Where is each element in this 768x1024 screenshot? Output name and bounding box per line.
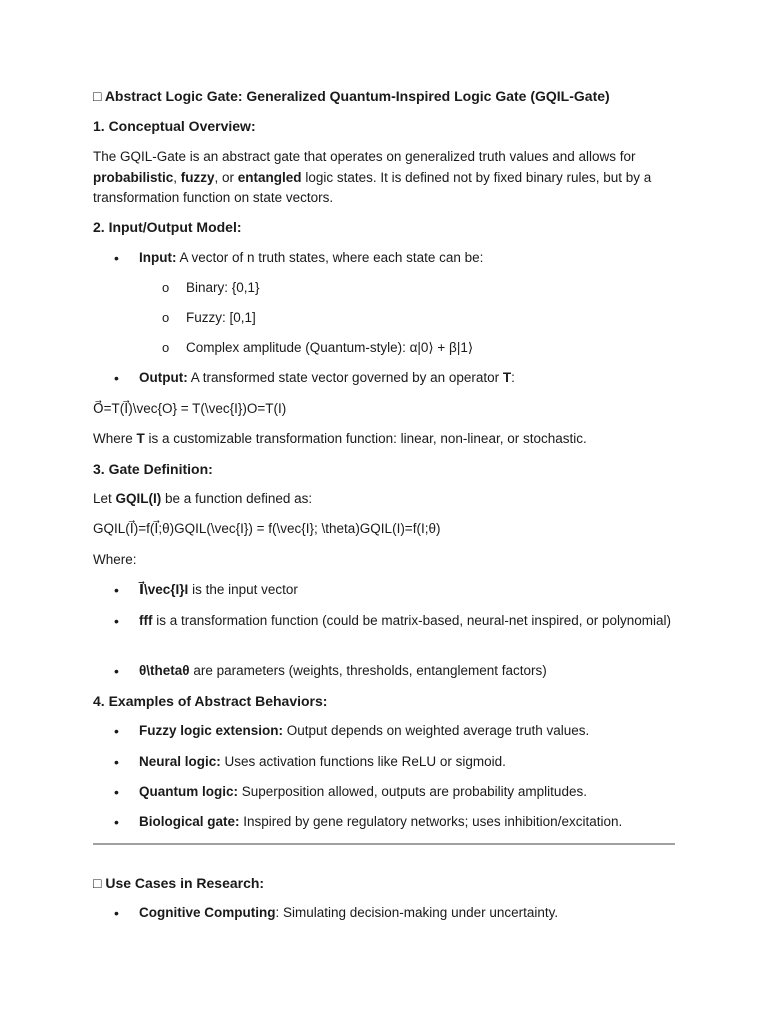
bullet-marker: • [114, 784, 119, 800]
let-line [93, 489, 680, 509]
bullet-marker: • [114, 754, 119, 770]
document-title: □ Abstract Logic Gate: Generalized Quantum-Inspired Logic Gate (GQIL-Gate) [93, 88, 610, 104]
where-label: Where: [93, 552, 137, 567]
output-bullet [139, 368, 680, 388]
input-text: A vector of n truth states, where each state can be: [176, 250, 484, 265]
definition-item-theta [139, 661, 680, 681]
where-T-line [93, 429, 680, 449]
definition-item-input-vector [139, 580, 680, 600]
sub-marker: o [162, 310, 170, 325]
bullet-marker: • [114, 814, 119, 830]
sub-marker: o [162, 280, 170, 295]
symbol-I: I⃗\vec{I}I [139, 582, 189, 597]
section-heading-io-model: 2. Input/Output Model: [93, 219, 242, 235]
overview-paragraph-line-1: The GQIL-Gate is an abstract gate that operates on generalized truth values and allows for [93, 149, 636, 164]
operator-T: T [502, 370, 512, 385]
io-formula: O⃗=T(I⃗)\vec{O} = T(\vec{I})O=T(I) [93, 401, 287, 416]
symbol-f: fff [139, 613, 153, 628]
example-text: Uses activation functions like ReLU or sigmoid. [220, 754, 506, 769]
example-label: Neural logic: [139, 754, 221, 769]
bullet-marker: • [114, 905, 119, 921]
text-or: , or [214, 170, 238, 185]
example-text: Output depends on weighted average truth values. [283, 723, 590, 738]
bullet-marker: • [114, 613, 119, 629]
section-heading-conceptual-overview: 1. Conceptual Overview: [93, 118, 256, 134]
operator-T: T [136, 431, 145, 446]
example-label: Quantum logic: [139, 784, 238, 799]
gqil-term: GQIL(I) [115, 491, 162, 506]
where-rest: is a customizable transformation function: linear, non-linear, or stochastic. [144, 431, 587, 446]
use-case-label: Cognitive Computing [139, 905, 276, 920]
example-label: Biological gate: [139, 814, 240, 829]
example-biological-gate [139, 812, 680, 832]
overview-paragraph-line-2 [93, 168, 680, 208]
sub-item-complex: Complex amplitude (Quantum-style): α|0⟩ + β|1⟩ [186, 340, 474, 355]
bullet-marker: • [114, 723, 119, 739]
where-text: Where [93, 431, 137, 446]
definition-item-function [139, 611, 680, 631]
overview-rest: logic states. It is defined not by fixed binary rules, but by a transformation function on state vectors. [93, 170, 652, 205]
colon: : [511, 370, 515, 385]
example-text: Superposition allowed, outputs are probability amplitudes. [238, 784, 587, 799]
sub-item-fuzzy: Fuzzy: [0,1] [186, 310, 256, 325]
horizontal-divider [93, 843, 675, 845]
example-label: Fuzzy logic extension: [139, 723, 284, 738]
sub-item-binary: Binary: {0,1} [186, 280, 260, 295]
bullet-marker: • [114, 663, 119, 679]
symbol-theta: θ\thetaθ [139, 663, 190, 678]
input-label: Input: [139, 250, 177, 265]
section-heading-use-cases: □ Use Cases in Research: [93, 875, 265, 891]
example-text: Inspired by gene regulatory networks; uses inhibition/excitation. [239, 814, 623, 829]
term-probabilistic: probabilistic [93, 170, 174, 185]
section-heading-gate-definition: 3. Gate Definition: [93, 461, 213, 477]
bullet-marker: • [114, 370, 119, 386]
item-text: are parameters (weights, thresholds, entanglement factors) [189, 663, 547, 678]
bullet-marker: • [114, 250, 119, 266]
input-bullet [139, 248, 680, 268]
output-label: Output: [139, 370, 188, 385]
example-quantum-logic [139, 782, 680, 802]
example-neural-logic [139, 752, 680, 772]
let-text: Let [93, 491, 116, 506]
sub-marker: o [162, 340, 170, 355]
section-heading-examples: 4. Examples of Abstract Behaviors: [93, 693, 328, 709]
use-case-text: : Simulating decision-making under uncertainty. [275, 905, 559, 920]
term-entangled: entangled [237, 170, 302, 185]
use-case-cognitive-computing [139, 903, 680, 923]
item-text: is the input vector [188, 582, 298, 597]
gate-formula: GQIL(I⃗)=f(I⃗;θ)GQIL(\vec{I}) = f(\vec{I}; \theta)GQIL(I)=f(I;θ) [93, 521, 441, 536]
output-text: A transformed state vector governed by an operator [187, 370, 503, 385]
example-fuzzy-logic [139, 721, 680, 741]
bullet-marker: • [114, 582, 119, 598]
comma: , [173, 170, 181, 185]
let-rest: be a function defined as: [161, 491, 313, 506]
item-text: is a transformation function (could be matrix-based, neural-net inspired, or polynomial) [152, 613, 671, 628]
term-fuzzy: fuzzy [180, 170, 215, 185]
